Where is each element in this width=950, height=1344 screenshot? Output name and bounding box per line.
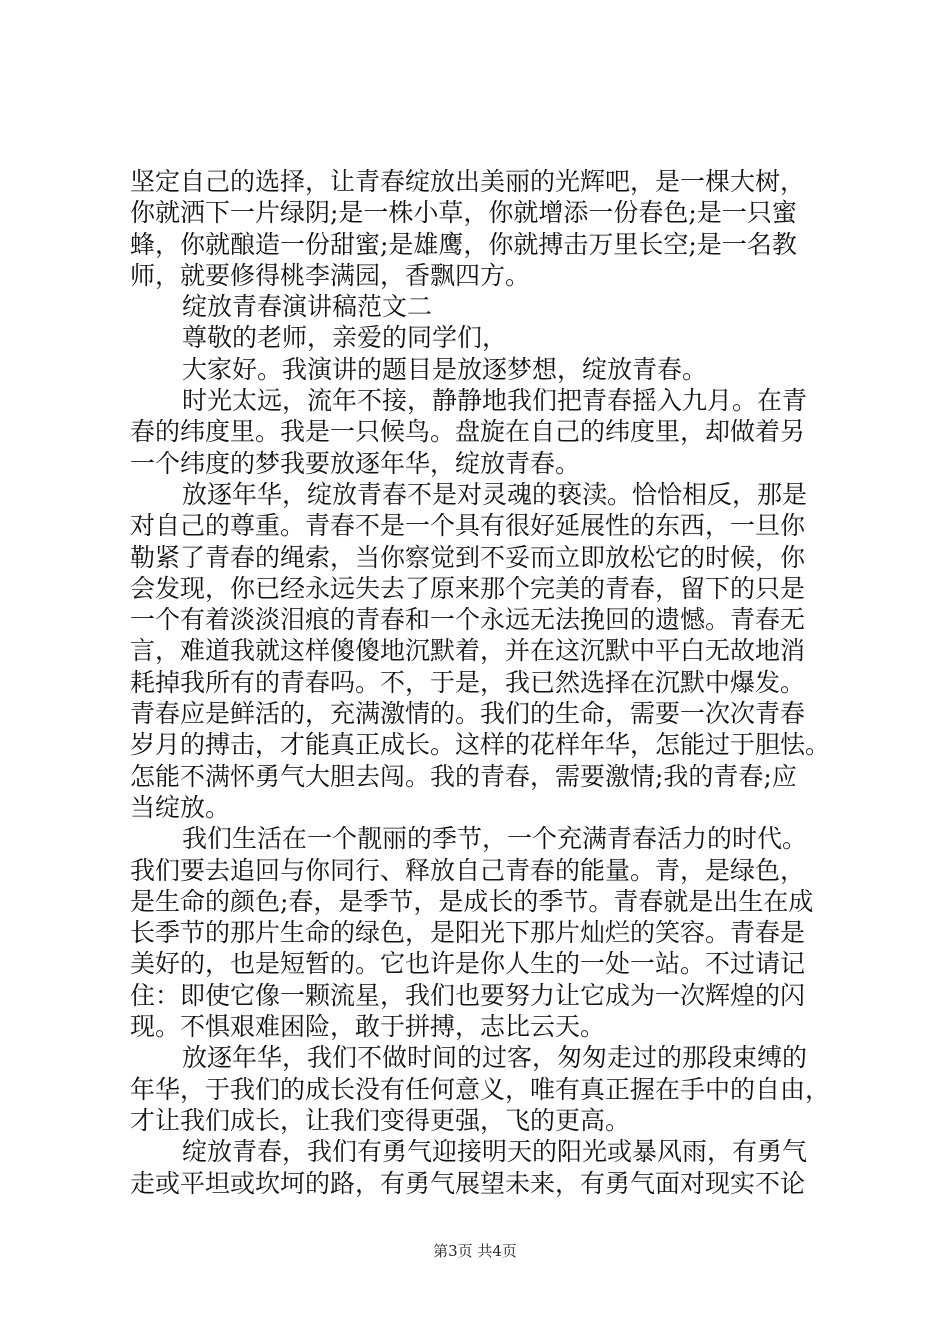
text-line: 会发现，你已经永远失去了原来那个完美的青春，留下的只是 [130, 573, 806, 603]
text-line: 我们生活在一个靓丽的季节，一个充满青春活力的时代。 [182, 824, 808, 854]
text-line: 一个有着淡淡泪痕的青春和一个永远无法挽回的遗憾。青春无 [130, 605, 806, 635]
text-line: 怎能不满怀勇气大胆去闯。我的青春，需要激情;我的青春;应 [130, 761, 797, 791]
text-line: 勒紧了青春的绳索，当你察觉到不妥而立即放松它的时候，你 [130, 542, 806, 572]
text-line: 长季节的那片生命的绿色，是阳光下那片灿烂的笑容。青春是 [130, 918, 806, 948]
text-line: 蜂，你就酿造一份甜蜜;是雄鹰，你就搏击万里长空;是一名教 [130, 229, 797, 259]
text-line: 青春应是鲜活的，充满激情的。我们的生命，需要一次次青春 [130, 699, 806, 729]
text-line: 大家好。我演讲的题目是放逐梦想，绽放青春。 [182, 354, 708, 384]
text-line: 走或平坦或坎坷的路，有勇气展望未来，有勇气面对现实不论 [130, 1168, 806, 1198]
text-line: 一个纬度的梦我要放逐年华，绽放青春。 [130, 448, 581, 478]
page-footer: 第3页 共4页 [433, 1242, 517, 1260]
text-line: 绽放青春演讲稿范文二 [182, 292, 433, 322]
text-line: 才让我们成长，让我们变得更强，飞的更高。 [130, 1105, 631, 1135]
text-line: 年华，于我们的成长没有任何意义，唯有真正握在手中的自由， [130, 1074, 831, 1104]
text-line: 时光太远，流年不接，静静地我们把青春摇入九月。在青 [182, 386, 808, 416]
text-line: 你就洒下一片绿阴;是一株小草，你就增添一份春色;是一只蜜 [130, 198, 797, 228]
text-line: 耗掉我所有的青春吗。不，于是，我已然选择在沉默中爆发。 [130, 667, 806, 697]
text-line: 师，就要修得桃李满园，香飘四方。 [130, 260, 531, 290]
text-line: 放逐年华，我们不做时间的过客，匆匆走过的那段束缚的 [182, 1043, 808, 1073]
text-line: 岁月的搏击，才能真正成长。这样的花样年华，怎能过于胆怯。 [130, 730, 831, 760]
document-body [130, 166, 830, 1199]
text-line: 春的纬度里。我是一只候鸟。盘旋在自己的纬度里，却做着另 [130, 417, 806, 447]
text-line: 当绽放。 [130, 792, 231, 822]
text-line: 对自己的尊重。青春不是一个具有很好延展性的东西，一旦你 [130, 511, 806, 541]
text-line: 放逐年华，绽放青春不是对灵魂的亵渎。恰恰相反，那是 [182, 479, 808, 509]
text-line: 尊敬的老师，亲爱的同学们， [182, 323, 508, 353]
text-line: 是生命的颜色;春，是季节，是成长的季节。青春就是出生在成 [130, 886, 814, 916]
text-line: 美好的，也是短暂的。它也许是你人生的一处一站。不过请记 [130, 949, 806, 979]
text-line: 住：即使它像一颗流星，我们也要努力让它成为一次辉煌的闪 [130, 980, 806, 1010]
text-line: 言，难道我就这样傻傻地沉默着，并在这沉默中平白无故地消 [130, 636, 806, 666]
text-line: 坚定自己的选择，让青春绽放出美丽的光辉吧，是一棵大树， [130, 167, 806, 196]
text-line: 绽放青春，我们有勇气迎接明天的阳光或暴风雨，有勇气 [182, 1137, 808, 1167]
text-line: 现。不惧艰难困险，敢于拼搏，志比云天。 [130, 1012, 606, 1042]
text-line: 我们要去追回与你同行、释放自己青春的能量。青，是绿色， [130, 855, 806, 885]
